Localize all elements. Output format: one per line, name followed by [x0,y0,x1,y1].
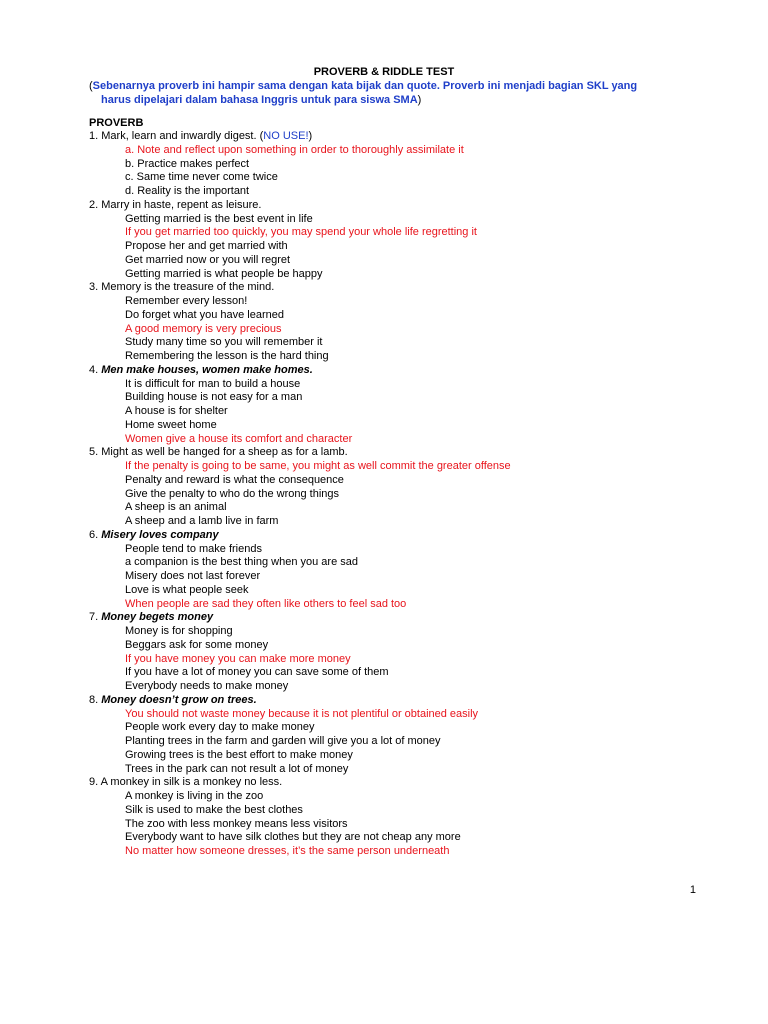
answer-option-correct: Women give a house its comfort and character [125,432,353,445]
answer-option-correct: A good memory is very precious [125,322,282,335]
answer-option: The zoo with less monkey means less visitors [125,817,348,830]
question-block [89,364,749,447]
answer-option: Everybody needs to make money [125,680,289,692]
intro-close-paren: ) [417,94,422,106]
note-close-paren: ) [308,130,313,142]
answer-option: It is difficult for man to build a house [125,377,301,390]
question-block [89,281,749,364]
question-number: 8. [89,693,99,706]
answer-option-correct: You should not waste money because it is not plentiful or obtained easily [125,707,479,720]
question-line [89,529,749,543]
question-line [89,130,749,144]
question-text: A monkey in silk is a monkey no less. [100,776,283,789]
answer-option: b. Practice makes perfect [125,157,250,170]
question-text: Might as well be hanged for a sheep as for a lamb. [101,446,348,459]
question-text: Money doesn’t grow on trees. [101,693,257,706]
answer-option: Do forget what you have learned [125,308,284,321]
answer-option: Planting trees in the farm and garden will give you a lot of money [125,735,441,747]
question-text: Men make houses, women make homes. [101,363,313,376]
answer-option-correct: a. Note and reflect upon something in order to thoroughly assimilate it [125,143,464,156]
question-list [89,130,749,859]
answer-option: Misery does not last forever [125,570,261,582]
answer-option: Getting married is what people be happy [125,267,323,280]
answer-option: a companion is the best thing when you are sad [125,556,358,569]
question-block [89,694,749,777]
answer-option-correct: When people are sad they often like others to feel sad too [125,597,407,610]
question-number: 5. [89,446,99,459]
answer-option: Get married now or you will regret [125,253,291,266]
intro-line-1: Sebenarnya proverb ini hampir sama dengan kata bijak dan quote. Proverb ini menjadi bagian SKL yang [92,80,638,92]
answer-option: A house is for shelter [125,405,228,417]
answer-option: Study many time so you will remember it [125,336,323,349]
question-line [89,694,749,708]
question-number: 9. [89,776,99,789]
question-block [89,776,749,859]
answer-option-correct: If you have money you can make more money [125,652,351,665]
answer-option: Trees in the park can not result a lot of money [125,762,349,775]
answer-option: Penalty and reward is what the consequence [125,473,344,486]
question-line [89,199,749,213]
question-number: 3. [89,281,99,294]
answer-option: Remember every lesson! [125,295,248,307]
answer-option: Propose her and get married with [125,240,288,252]
note-open-paren: ( [256,130,264,142]
question-number: 7. [89,611,99,624]
answer-option: Getting married is the best event in life [125,212,313,225]
question-block [89,446,749,529]
answer-option: Love is what people seek [125,583,249,596]
answer-option: Home sweet home [125,418,217,431]
section-heading: PROVERB [89,117,144,129]
intro-line-2: harus dipelajari dalam bahasa Inggris untuk para siswa SMA [101,94,418,106]
answer-option: People tend to make friends [125,542,262,555]
answer-option: If you have a lot of money you can save some of them [125,666,389,679]
answer-option: People work every day to make money [125,721,315,734]
question-number: 4. [89,363,99,376]
answer-option: Everybody want to have silk clothes but they are not cheap any more [125,831,461,844]
question-number: 2. [89,198,99,211]
intro-open-paren: ( [89,80,93,92]
answer-option: A sheep is an animal [125,501,227,514]
answer-option: Beggars ask for some money [125,638,269,651]
answer-option-correct: If you get married too quickly, you may spend your whole life regretting it [125,226,477,239]
intro-paragraph [89,79,689,107]
answer-option: Give the penalty to who do the wrong things [125,487,340,500]
question-number: 1. [89,130,99,142]
question-text: Mark, learn and inwardly digest. [101,130,257,142]
question-text: Misery loves company [101,528,219,541]
question-block [89,130,749,199]
question-number: 6. [89,528,99,541]
question-note: NO USE! [263,130,309,142]
answer-option: c. Same time never come twice [125,171,278,184]
question-line [89,281,749,295]
answer-option-correct: If the penalty is going to be same, you might as well commit the greater offense [125,460,511,472]
question-line [89,776,749,790]
question-text: Marry in haste, repent as leisure. [101,198,262,211]
question-block [89,199,749,282]
question-block [89,529,749,612]
page-title: PROVERB & RIDDLE TEST [313,66,455,78]
answer-option: Building house is not easy for a man [125,391,303,404]
question-block [89,611,749,694]
question-line [89,611,749,625]
question-line [89,446,749,460]
answer-option: Money is for shopping [125,625,233,637]
answer-option: Growing trees is the best effort to make money [125,748,353,761]
answer-option-correct: No matter how someone dresses, it’s the same person underneath [125,845,450,857]
question-text: Memory is the treasure of the mind. [101,281,275,294]
answer-option: A sheep and a lamb live in farm [125,515,279,527]
question-text: Money begets money [101,611,214,624]
answer-option: A monkey is living in the zoo [125,790,264,802]
answer-option: d. Reality is the important [125,185,250,197]
question-line [89,364,749,378]
answer-option: Remembering the lesson is the hard thing [125,350,329,362]
page-number: 1 [689,884,696,896]
answer-option: Silk is used to make the best clothes [125,803,303,816]
